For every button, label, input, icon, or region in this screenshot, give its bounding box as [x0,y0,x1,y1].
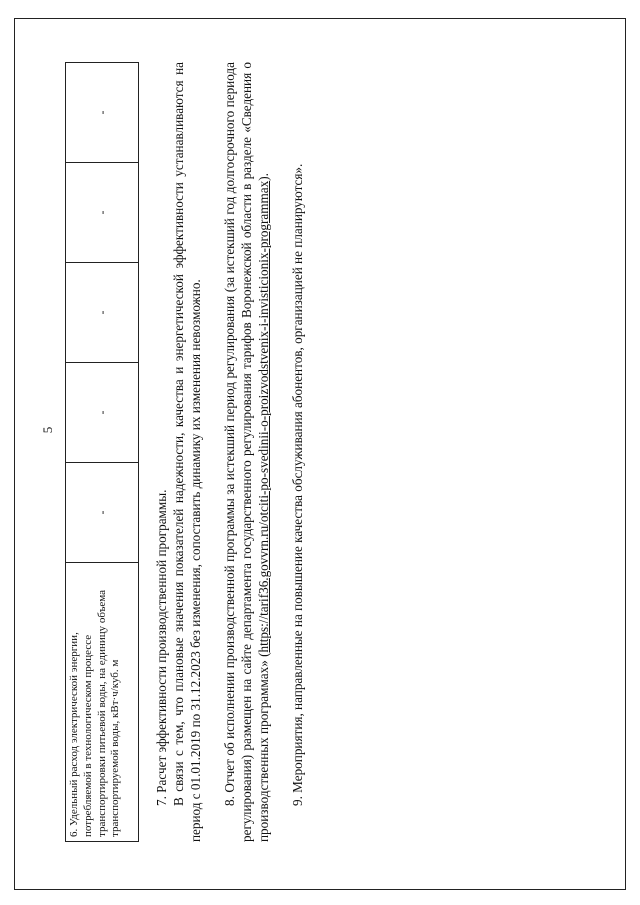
rotated-content-area [65,62,365,842]
table-cell-value: - [66,63,139,163]
table-cell-value: - [66,463,139,563]
table-cell-value: - [66,163,139,263]
table-cell-value: - [66,363,139,463]
table-row-label: 6. Удельный расход электрической энергии, потребляемой в технологическом процессе транспортировки питьевой воды, на единицу объема транспортируемой воды, кВт·ч/куб. м [66,563,139,842]
section-8-paragraph [221,62,272,842]
rotated-content [65,62,365,842]
section-7-body: В связи с тем, что плановые значения показателей надежности, качества и энергетической эффективности устанавливаются на период с 01.01.2019 по 31.12.2023 без изменения, сопоставить динамику их изменения невозможно. [171,62,203,842]
indicators-table [65,62,139,842]
table-cell-value: - [66,263,139,363]
section-8-body: 8. Отчет об исполнении производственной программы за истекший период регулирования (за истекший год долгосрочного периода регулирования) размещен на сайте департамента государственного регулирования тарифов Воронежской области в разделе «Сведения о производственных программах» ( [222,62,271,842]
section-7-heading: 7. Расчет эффективности производственной программы. [154,489,169,806]
document-body [153,62,306,842]
table-row [66,63,139,842]
section-8-tail: ). [256,173,271,181]
section-8-link[interactable]: https://tarif36.govvrn.ru/otciti-po-svedinii-o-proizvodstvenix-i-invisticionix-programmax [256,180,271,653]
section-9-body: 9. Мероприятия, направленные на повышение качества обслуживания абонентов, организацией не планируются». [290,163,305,806]
page-number: 5 [40,426,55,434]
